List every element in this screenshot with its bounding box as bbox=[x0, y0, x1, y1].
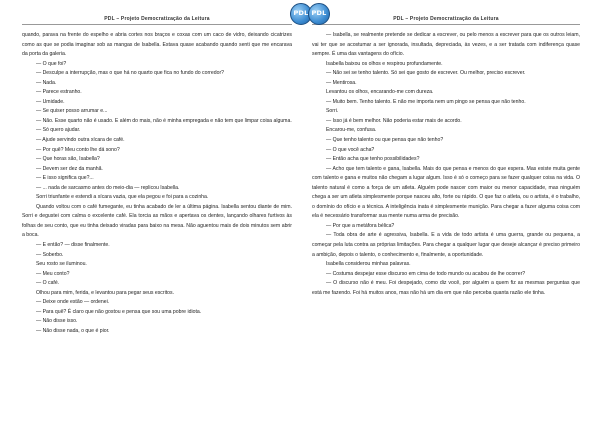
paragraph: — Acho que tem talento e gana, Isabella. Mais do que pensa e menos do que espera. Mas existe muita gente com talento e gana e muitos não chegam a lugar algum. Isso é só o começo para se fazer qualquer coisa na vida. O talento natural é como a força de um atleta. Alguém pode nascer com maior ou menor capacidade, mas ninguém chega a ser um atleta simplesmente porque nasceu alto, forte ou rápido. O que faz o atleta, ou o artista, é o trabalho, o domínio do ofício e a técnica. A inteligência inata é simplesmente munição. Para chegar a fazer alguma coisa com ela é necessário transformar sua mente numa arma de precisão. bbox=[312, 165, 580, 220]
paragraph: — Soberbo. bbox=[36, 251, 64, 258]
paragraph: — O que você acha? bbox=[326, 146, 375, 153]
paragraph: — O café. bbox=[36, 280, 60, 287]
paragraph: — Então acha que tenho possibilidades? bbox=[326, 156, 420, 163]
left-page-header bbox=[22, 0, 309, 25]
paragraph: — ... nada de sarcasmo antes do meio-dia — replicou Isabella. bbox=[36, 184, 180, 191]
left-header-title: PDL – Projeto Democratização da Leitura bbox=[104, 16, 210, 22]
paragraph: — Por quê? Meu conto lhe dá sono? bbox=[36, 146, 120, 153]
pdl-logo-icon: PDL bbox=[308, 3, 330, 25]
paragraph: — Umidade. bbox=[36, 98, 65, 105]
paragraph: — O que foi? bbox=[36, 60, 67, 67]
paragraph: quando, parava na frente do espelho e abria cortes nos braços e coxas com um caco de vidro, deixando cicatrizes como as que se podia imaginar sob as mangas de Isabella. Estava quase acabando quando senti que me encarava da porta da galeria. bbox=[22, 32, 292, 58]
paragraph: — Isso já é bem melhor. Não poderia estar mais de acordo. bbox=[326, 117, 462, 124]
paragraph: Sorri triunfante e estendi a xícara vazia, que ela pegou e foi para a cozinha. bbox=[36, 194, 209, 201]
pdl-logo-icon: PDL bbox=[290, 3, 312, 25]
right-page bbox=[300, 0, 600, 424]
paragraph: Sorri. bbox=[326, 108, 339, 115]
paragraph: — E isso significa que?... bbox=[36, 175, 94, 182]
right-header-title: PDL – Projeto Democratização da Leitura bbox=[393, 16, 499, 22]
paragraph: Encarou-me, confusa. bbox=[326, 127, 377, 134]
paragraph: Levantou os olhos, encarando-me com dureza. bbox=[326, 89, 434, 96]
paragraph: Quando voltou com o café fumegante, eu tinha acabado de ler a última página. Isabella sentou diante de mim. Sorri e degustei com calma o excelente café. Ela torcia as mãos e apertava os dentes, lançando olhares furtivos às folhas de seu conto, que eu tinha deixado viradas para baixo na mesa. Não aguentou mais de dois minutos sem abrir a boca. bbox=[22, 203, 292, 239]
paragraph: — Parece estranho. bbox=[36, 89, 82, 96]
paragraph: — Isabella, se realmente pretende se dedicar a escrever, ou pelo menos a escrever para que os outros leiam, vai ter que se acostumar a ser ignorada, insultada, depreciada, às vezes, e a ser tratada com indiferença quase sempre. É uma das vantagens do ofício. bbox=[312, 32, 580, 58]
paragraph: — Deixe onde estão — ordenei. bbox=[36, 299, 110, 306]
paragraph: — Meu conto? bbox=[36, 270, 70, 277]
paragraph: — Não. Esse quarto não é usado. E além do mais, não é minha empregada e não tem que limpar coisa alguma. bbox=[36, 117, 292, 124]
paragraph: — O discurso não é meu. Foi despejado, como diz você, por alguém a quem fiz as mesmas perguntas que está me fazendo. Foi há muitos anos, mas não há um dia em que não perceba quanta razão ele tinha. bbox=[312, 280, 580, 296]
right-page-header bbox=[312, 0, 580, 25]
paragraph: — Desculpe a interrupção, mas o que há no quarto que fica no fundo do corredor? bbox=[36, 70, 225, 77]
paragraph: — E então? — disse finalmente. bbox=[36, 242, 110, 249]
paragraph: Seu rosto se iluminou. bbox=[36, 261, 87, 268]
left-page-text bbox=[22, 31, 292, 337]
paragraph: — Não sei se tenho talento. Só sei que gosto de escrever. Ou melhor, preciso escrever. bbox=[326, 70, 526, 77]
paragraph: — Para quê? É claro que não gostou e pensa que sou uma pobre idiota. bbox=[36, 308, 202, 315]
paragraph: — Ajude servindo outra xícara de café. bbox=[36, 137, 125, 144]
paragraph: — Só quero ajudar. bbox=[36, 127, 81, 134]
paragraph: — Não disse isso. bbox=[36, 318, 78, 325]
paragraph: Isabella considerou minhas palavras. bbox=[326, 261, 411, 268]
paragraph: Olhou para mim, ferida, e levantou para pegar seus escritos. bbox=[36, 289, 175, 296]
paragraph: — Nada. bbox=[36, 79, 57, 86]
paragraph: — Que tenho talento ou que pensa que não tenho? bbox=[326, 137, 444, 144]
right-page-text bbox=[312, 31, 580, 298]
paragraph: — Muito bem. Tenho talento. E não me importa nem um pingo se pensa que não tenho. bbox=[326, 98, 526, 105]
paragraph: — Por que a metáfora bélica? bbox=[326, 222, 395, 229]
paragraph: — Costuma despejar esse discurso em cima de todo mundo ou acabou de lhe ocorrer? bbox=[326, 270, 526, 277]
paragraph: — Toda obra de arte é agressiva, Isabella. E a vida de todo artista é uma guerra, grande ou pequena, a começar pela luta contra as próprias limitações. Para chegar a qualquer lugar que deseje alcançar é preciso primeiro a ambição, depois o talento, o conhecimento e, finalmente, a oportunidade. bbox=[312, 232, 580, 258]
paragraph: — Não disse nada, o que é pior. bbox=[36, 327, 110, 334]
paragraph: — Que horas são, Isabella? bbox=[36, 156, 100, 163]
paragraph: Isabella baixou os olhos e respirou profundamente. bbox=[326, 60, 443, 67]
paragraph: — Devem ser dez da manhã. bbox=[36, 165, 103, 172]
paragraph: — Se quiser posso arrumar e... bbox=[36, 108, 108, 115]
paragraph: — Mentirosa. bbox=[326, 79, 357, 86]
